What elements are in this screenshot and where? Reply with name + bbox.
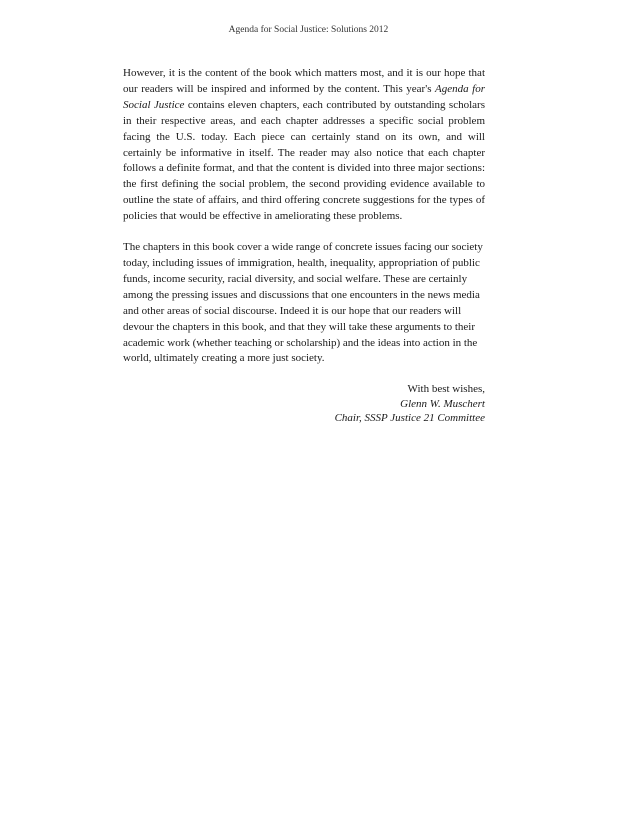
signer-name: Glenn W. Muschert [400,397,485,410]
paragraph-1-text-before: However, it is the content of the book which matters most, and it is our hope that our readers will be inspired and informed by the content. This year's [123,67,485,95]
sign-off [123,382,485,426]
paragraph-2: The chapters in this book cover a wide range of concrete issues facing our society today, including issues of immigration, health, inequality, appropriation of public funds, income security, racial diversity, and social welfare. These are certainly among the pressing issues and discussions that one encounters in the news media and other areas of social discourse. Indeed it is our hope that our readers will devour the chapters in this book, and that they will take these arguments to their academic work (whether teaching or scholarship) and the ideas into action in the world, ultimately creating a more just society. [123,241,483,365]
signer-role: Chair, SSSP Justice 21 Committee [334,412,485,425]
book-title: Agenda for Social Justice [123,82,485,111]
closing-line: With best wishes, [407,383,485,396]
running-header: Agenda for Social Justice: Solutions 2012 [228,25,389,35]
letter-body [123,66,485,426]
paragraph-1 [123,66,485,225]
paragraph-1-text-after: contains eleven chapters, each contributed by outstanding scholars in their respective areas, and each chapter addresses a specific social problem facing the U.S. today. Each piece can certainly stand on its own, and will certainly be informative in itself. The reader may also notice that each chapter follows a definite format, and that the content is divided into three major sections: the first defining the social problem, the second providing evidence available to outline the state of affairs, and third offering concrete suggestions for the types of policies that would be effective in ameliorating these problems. [123,98,485,223]
